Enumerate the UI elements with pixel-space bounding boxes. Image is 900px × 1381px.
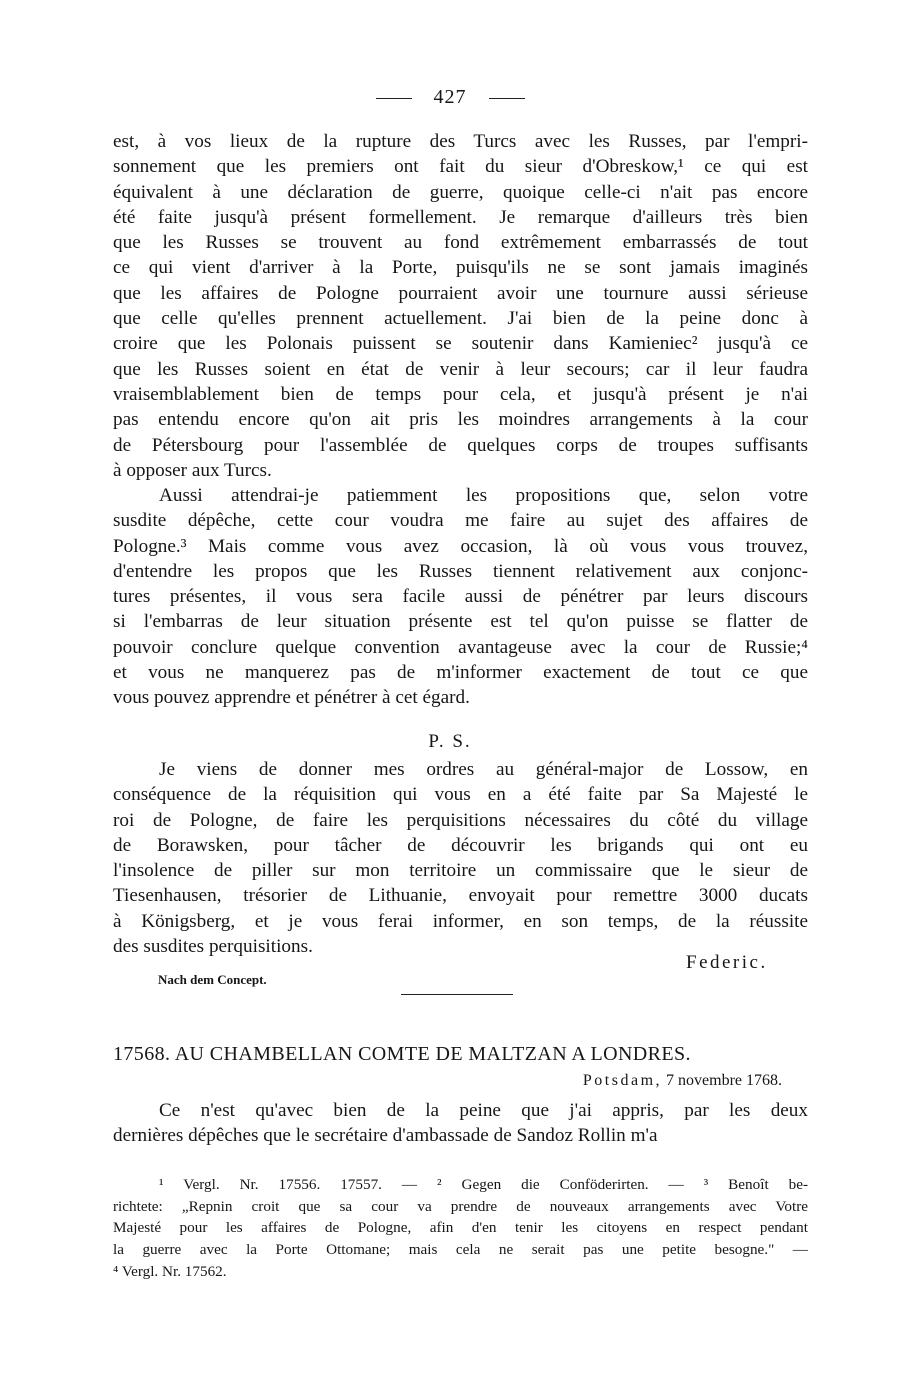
text-line: la guerre avec la Porte Ottomane; mais cela ne serait pas une petite besogne." — (113, 1241, 808, 1259)
text-line: équivalent à une déclaration de guerre, quoique celle-ci n'ait pas encore (113, 181, 808, 203)
text-line: à Königsberg, et je vous ferai informer, en son temps, de la réussite (113, 910, 808, 932)
text-line: dernières dépêches que le secrétaire d'ambassade de Sandoz Rollin m'a (113, 1125, 658, 1147)
text-line: conséquence de la réquisition qui vous en a été faite par Sa Majesté le (113, 784, 808, 806)
text-line: ⁴ Vergl. Nr. 17562. (113, 1262, 227, 1280)
text-line: et vous ne manquerez pas de m'informer exactement de tout ce que (113, 662, 808, 684)
text-line: que celle qu'elles prennent actuellement. J'ai bien de la peine donc à (113, 308, 808, 330)
text-line: roi de Pologne, de faire les perquisitions nécessaires du côté du village (113, 809, 808, 831)
text-line: Aussi attendrai-je patiemment les propositions que, selon votre (159, 485, 808, 506)
text-line: susdite dépêche, cette cour voudra me faire au sujet des affaires de (113, 510, 808, 532)
text-line: Majesté pour les affaires de Pologne, afin d'en tenir les citoyens en respect pendant (113, 1219, 808, 1237)
text-line: croire que les Polonais puissent se soutenir dans Kamieniec² jusqu'à ce (113, 333, 808, 355)
text-line: d'entendre les propos que les Russes tiennent relativement aux conjonc- (113, 560, 808, 582)
text-line: de Pétersbourg pour l'assemblée de quelques corps de troupes suffisants (113, 434, 808, 456)
letter-date: 7 novembre 1768. (666, 1072, 782, 1089)
place-date-line (583, 1072, 782, 1090)
text-line: à opposer aux Turcs. (113, 459, 272, 481)
letter-heading: 17568. AU CHAMBELLAN COMTE DE MALTZAN A LONDRES. (113, 1043, 691, 1065)
text-line: Je viens de donner mes ordres au général-major de Lossow, en (159, 759, 808, 780)
text-line: pas entendu encore qu'on ait pris les moindres arrangements à la cour (113, 409, 808, 431)
text-line: vraisemblablement bien de temps pour cela, et jusqu'à présent je n'ai (113, 383, 808, 405)
text-line: richtete: „Repnin croit que sa cour va prendre de nouveaux arrangements avec Votre (113, 1197, 808, 1215)
postscript-heading: P. S. (428, 731, 472, 752)
text-line: est, à vos lieux de la rupture des Turcs avec les Russes, par l'empri- (113, 131, 808, 152)
text-line: si l'embarras de leur situation présente est tel qu'on puisse se flatter de (113, 611, 808, 633)
footnotes (113, 1174, 808, 1283)
letter-2-body (113, 1098, 808, 1149)
letter-body-paragraph-1 (113, 129, 808, 483)
text-line: de Borawsken, pour tâcher de découvrir les brigands qui ont eu (113, 834, 808, 856)
postscript-body (113, 757, 808, 959)
text-line: ¹ Vergl. Nr. 17556. 17557. — ² Gegen die Conföderirten. — ³ Benoît be- (159, 1176, 808, 1193)
text-line: des susdites perquisitions. (113, 936, 313, 958)
text-line: que les Russes soient en état de venir à leur secours; car il leur faudra (113, 358, 808, 380)
letter-place: Potsdam, (582, 1072, 663, 1089)
text-line: pouvoir conclure quelque convention avantageuse avec la cour de Russie;⁴ (113, 636, 808, 658)
text-line: que les Russes se trouvent au fond extrêmement embarrassés de tout (113, 232, 808, 254)
text-line: l'insolence de piller sur mon territoire un commissaire que le sieur de (113, 860, 808, 882)
text-line: Tiesenhausen, trésorier de Lithuanie, envoyait pour remettre 3000 ducats (113, 885, 808, 907)
header-rule-left (376, 98, 412, 99)
page-header (0, 86, 900, 109)
text-line: tures présentes, il vous sera facile aussi de pénétrer par leurs discours (113, 586, 808, 608)
text-line: vous pouvez apprendre et pénétrer à cet égard. (113, 687, 470, 709)
source-note: Nach dem Concept. (158, 972, 267, 987)
text-line: ce qui vient d'arriver à la Porte, puisqu'ils ne se sont jamais imaginés (113, 257, 808, 279)
signature: Federic. (686, 952, 768, 973)
text-line: que les affaires de Pologne pourraient avoir une tournure aussi sérieuse (113, 282, 808, 304)
header-rule-right (489, 98, 525, 99)
text-line: Pologne.³ Mais comme vous avez occasion, là où vous vous trouvez, (113, 535, 808, 557)
page-number: 427 (433, 86, 467, 108)
text-line: sonnement que les premiers ont fait du sieur d'Obreskow,¹ ce qui est (113, 156, 808, 178)
letter-body-paragraph-2 (113, 483, 808, 711)
text-line: été faite jusqu'à présent formellement. Je remarque d'ailleurs très bien (113, 206, 808, 228)
section-divider (401, 994, 513, 995)
text-line: Ce n'est qu'avec bien de la peine que j'ai appris, par les deux (159, 1100, 808, 1121)
